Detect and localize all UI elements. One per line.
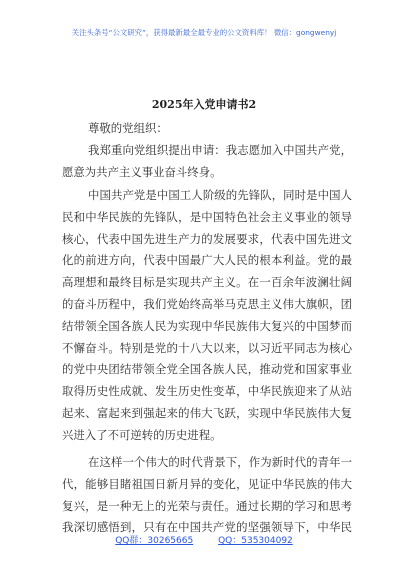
footer-qq: QQ：535304092 — [218, 536, 293, 546]
paragraph-line: 兴进入了不可逆转的历史进程。 — [62, 427, 222, 442]
paragraph-2 — [62, 185, 352, 447]
salutation: 尊敬的党组织： — [88, 121, 168, 135]
document-title: 2025年入党申请书2 — [151, 98, 257, 111]
paragraph-line: 化的前进方向，代表中国最广大人民的根本利益。党的最 — [62, 253, 352, 268]
paragraph-line: 中国共产党是中国工人阶级的先锋队，同时是中国人 — [88, 188, 352, 202]
paragraph-line: 的党中央团结带领全党全国各族人民，推动党和国家事业 — [62, 362, 352, 377]
paragraph-line: 的奋斗历程中，我们党始终高举马克思主义伟大旗帜，团 — [62, 296, 352, 311]
header-notice: 关注头条号“公文研究”，获得最新最全最专业的公文资料库！ 微信：gongwenyj — [71, 28, 337, 37]
paragraph-line: 代，能够目睹祖国日新月异的变化，见证中华民族的伟大 — [62, 476, 352, 491]
paragraph-line: 在这样一个伟大的时代背景下，作为新时代的青年一 — [88, 455, 352, 469]
paragraph-line: 复兴，是一种无上的光荣与责任。通过长期的学习和思考 — [62, 498, 352, 513]
paragraph-1 — [62, 140, 352, 184]
paragraph-line: 民和中华民族的先锋队，是中国特色社会主义事业的领导 — [62, 209, 352, 224]
footer-contacts — [0, 535, 408, 547]
paragraph-line: 起来、富起来到强起来的伟大飞跃，实现中华民族伟大复 — [62, 405, 352, 420]
footer-qq-group: QQ群：30265665 — [115, 536, 194, 546]
paragraph-line: 愿意为共产主义事业奋斗终身。 — [62, 164, 222, 179]
paragraph-3 — [62, 452, 352, 539]
paragraph-line: 核心，代表中国先进生产力的发展要求，代表中国先进文 — [62, 231, 352, 246]
paragraph-line: 取得历史性成就、发生历史性变革，中华民族迎来了从站 — [62, 384, 352, 399]
paragraph-line: 不懈奋斗。特别是党的十八大以来，以习近平同志为核心 — [62, 340, 352, 355]
paragraph-line: 高理想和最终目标是实现共产主义。在一百余年波澜壮阔 — [62, 275, 352, 290]
paragraph-line: 结带领全国各族人民为实现中华民族伟大复兴的中国梦而 — [62, 318, 352, 333]
paragraph-line: 我深切感悟到，只有在中国共产党的坚强领导下，中华民 — [62, 520, 352, 535]
paragraph-line: 我郑重向党组织提出申请：我志愿加入中国共产党， — [88, 143, 352, 157]
